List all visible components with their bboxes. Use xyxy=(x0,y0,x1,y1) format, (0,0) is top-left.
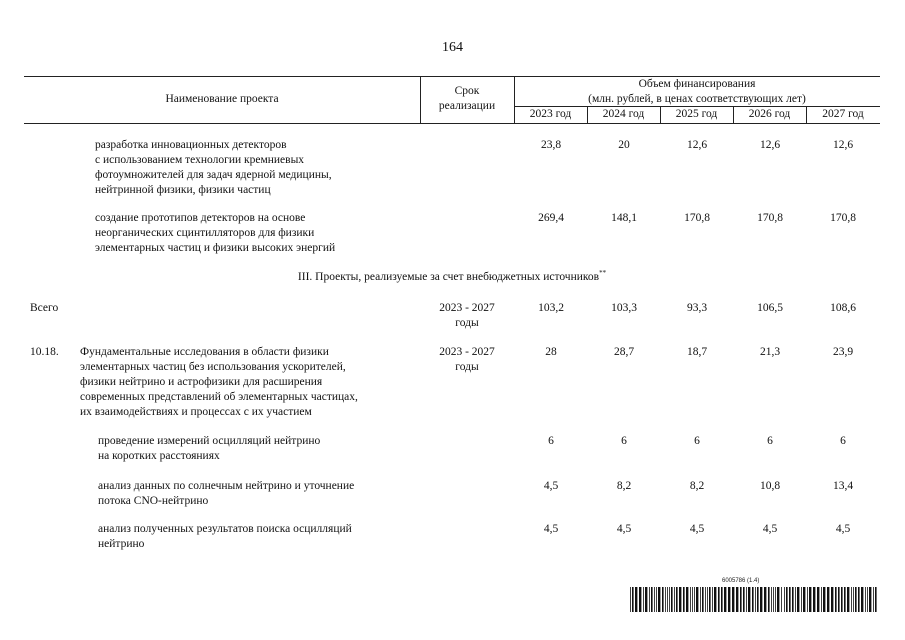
barcode-bar xyxy=(671,587,673,612)
barcode-bar xyxy=(721,587,723,612)
value-2026: 170,8 xyxy=(757,212,783,224)
barcode-bar xyxy=(705,587,706,612)
value-2025: 93,3 xyxy=(686,302,708,314)
barcode-bar xyxy=(692,587,693,612)
value-2027: 12,6 xyxy=(832,139,854,151)
barcode-bar xyxy=(835,587,837,612)
barcode-bar xyxy=(831,587,833,612)
barcode-bar xyxy=(690,587,691,612)
barcode-bar xyxy=(777,587,779,612)
barcode-bar xyxy=(654,587,655,612)
total-label: Всего xyxy=(30,302,59,314)
barcode-bar xyxy=(789,587,791,612)
value-2026: 6 xyxy=(767,435,773,447)
page-number-text: 164 xyxy=(442,40,463,55)
barcode-bar xyxy=(823,587,825,612)
value-2025: 18,7 xyxy=(686,346,708,358)
barcode-bar xyxy=(748,587,750,612)
value-2026: 12,6 xyxy=(759,139,781,151)
value-2026: 106,5 xyxy=(757,302,783,314)
barcode-bar xyxy=(803,587,805,612)
barcode-bar xyxy=(643,587,644,612)
row-project-name: разработка инновационных детекторов с использованием технологии кремниевых фотоумножителей для задач ядерной медицины, нейтринной физики, физики частиц xyxy=(95,139,332,196)
barcode xyxy=(630,587,877,612)
header-year-2027: 2027 год xyxy=(822,108,864,120)
barcode-bar xyxy=(821,587,822,612)
barcode-bar xyxy=(809,587,811,612)
row-term: 2023 - 2027 годы xyxy=(439,346,495,373)
barcode-bar xyxy=(630,587,631,612)
value-2024: 8,2 xyxy=(616,480,632,492)
barcode-bar xyxy=(724,587,726,612)
barcode-bar xyxy=(718,587,720,612)
barcode-bar xyxy=(768,587,770,612)
barcode-bar xyxy=(696,587,698,612)
barcode-bar xyxy=(807,587,808,612)
value-2026: 4,5 xyxy=(762,523,778,535)
row-project-name: Фундаментальные исследования в области физики элементарных частиц без использования ускорителей, физики нейтрино и астрофизики для расширения современных представлений об элементарных частицах, их взаимодействиях и процессах с их участием xyxy=(80,346,358,418)
section-title: III. Проекты, реализуемые за счет внебюджетных источников xyxy=(297,271,600,283)
value-2024: 148,1 xyxy=(611,212,637,224)
barcode-bar xyxy=(797,587,799,612)
footnote-mark: ** xyxy=(599,269,607,278)
barcode-bar xyxy=(875,587,877,612)
value-2024: 6 xyxy=(621,435,627,447)
value-2024: 28,7 xyxy=(613,346,635,358)
value-2023: 4,5 xyxy=(543,523,559,535)
header-year-2025: 2025 год xyxy=(675,108,718,120)
barcode-bar xyxy=(755,587,756,612)
barcode-bar xyxy=(867,587,868,612)
value-2027: 6 xyxy=(840,435,846,447)
barcode-bar xyxy=(686,587,688,612)
value-2025: 12,6 xyxy=(686,139,708,151)
barcode-bar xyxy=(858,587,860,612)
barcode-bar xyxy=(712,587,713,612)
barcode-bar xyxy=(844,587,846,612)
value-2025: 4,5 xyxy=(689,523,705,535)
barcode-bar xyxy=(813,587,815,612)
barcode-bar xyxy=(728,587,730,612)
value-2027: 4,5 xyxy=(835,523,851,535)
row-project-name: анализ полученных результатов поиска осцилляций нейтрино xyxy=(98,523,352,550)
barcode-bar xyxy=(658,587,660,612)
barcode-bar xyxy=(700,587,701,612)
value-2023: 6 xyxy=(548,435,554,447)
barcode-bar xyxy=(764,587,766,612)
barcode-bar xyxy=(662,587,664,612)
barcode-bar xyxy=(649,587,650,612)
barcode-bar xyxy=(827,587,829,612)
header-year-2026: 2026 год xyxy=(748,108,791,120)
barcode-bar xyxy=(667,587,668,612)
barcode-bar xyxy=(669,587,670,612)
barcode-bar xyxy=(841,587,843,612)
value-2027: 108,6 xyxy=(830,302,856,314)
barcode-bar xyxy=(635,587,637,612)
section-heading xyxy=(24,270,880,285)
value-2026: 10,8 xyxy=(759,480,781,492)
barcode-bar xyxy=(771,587,772,612)
barcode-label: 6005786 (1.4) xyxy=(722,578,760,584)
header-project-name: Наименование проекта xyxy=(165,93,279,105)
barcode-bar xyxy=(873,587,874,612)
barcode-bar xyxy=(665,587,666,612)
barcode-bar xyxy=(709,587,711,612)
value-2023: 4,5 xyxy=(543,480,559,492)
barcode-bar xyxy=(781,587,782,612)
value-2024: 4,5 xyxy=(616,523,632,535)
row-project-name: анализ данных по солнечным нейтрино и уточнение потока CNO-нейтрино xyxy=(98,480,355,507)
barcode-bar xyxy=(801,587,802,612)
value-2026: 21,3 xyxy=(759,346,781,358)
value-2023: 23,8 xyxy=(540,139,562,151)
barcode-bar xyxy=(838,587,840,612)
value-2024: 103,3 xyxy=(611,302,637,314)
barcode-bar xyxy=(639,587,641,612)
barcode-bar xyxy=(676,587,678,612)
total-term: 2023 - 2027 годы xyxy=(439,302,495,329)
barcode-bar xyxy=(847,587,849,612)
page-number xyxy=(0,40,905,56)
barcode-bar xyxy=(795,587,796,612)
row-number: 10.18. xyxy=(30,346,59,358)
header-term: Срок реализации xyxy=(438,85,496,112)
barcode-bar xyxy=(732,587,734,612)
value-2027: 23,9 xyxy=(832,346,854,358)
barcode-bar xyxy=(861,587,863,612)
barcode-bar xyxy=(746,587,747,612)
barcode-bar xyxy=(760,587,762,612)
value-2023: 269,4 xyxy=(538,212,564,224)
header-bottom-rule xyxy=(24,123,880,124)
barcode-bar xyxy=(786,587,788,612)
row-project-name: проведение измерений осцилляций нейтрино на коротких расстояниях xyxy=(98,435,321,462)
barcode-bar xyxy=(674,587,675,612)
barcode-bar xyxy=(736,587,738,612)
value-2025: 6 xyxy=(694,435,700,447)
value-2023: 28 xyxy=(545,346,557,358)
value-2023: 103,2 xyxy=(538,302,564,314)
barcode-bar xyxy=(679,587,681,612)
barcode-bar xyxy=(855,587,857,612)
barcode-bar xyxy=(865,587,866,612)
barcode-bar xyxy=(702,587,704,612)
barcode-bar xyxy=(694,587,695,612)
row-project-name: создание прототипов детекторов на основе неорганических сцинтилляторов для физики элементарных частиц и физики высоких энергий xyxy=(95,212,336,254)
barcode-bar xyxy=(714,587,716,612)
barcode-bar xyxy=(817,587,819,612)
header-year-2023: 2023 год xyxy=(529,108,572,120)
barcode-bar xyxy=(740,587,742,612)
value-2027: 13,4 xyxy=(832,480,854,492)
value-2024: 20 xyxy=(618,139,630,151)
header-year-2024: 2024 год xyxy=(602,108,645,120)
barcode-bar xyxy=(792,587,794,612)
barcode-bar xyxy=(656,587,657,612)
barcode-bar xyxy=(775,587,776,612)
value-2027: 170,8 xyxy=(830,212,856,224)
barcode-bar xyxy=(773,587,774,612)
barcode-bar xyxy=(853,587,854,612)
barcode-bar xyxy=(757,587,759,612)
value-2025: 170,8 xyxy=(684,212,710,224)
barcode-bar xyxy=(784,587,785,612)
barcode-bar xyxy=(743,587,745,612)
barcode-bar xyxy=(632,587,634,612)
barcode-bar xyxy=(707,587,708,612)
barcode-bar xyxy=(645,587,647,612)
barcode-bar xyxy=(752,587,754,612)
barcode-bar xyxy=(651,587,653,612)
barcode-bar xyxy=(851,587,852,612)
value-2025: 8,2 xyxy=(689,480,705,492)
barcode-bar xyxy=(869,587,871,612)
header-funding: Объем финансирования (млн. рублей, в ценах соответствующих лет) xyxy=(588,78,806,105)
barcode-bar xyxy=(683,587,685,612)
